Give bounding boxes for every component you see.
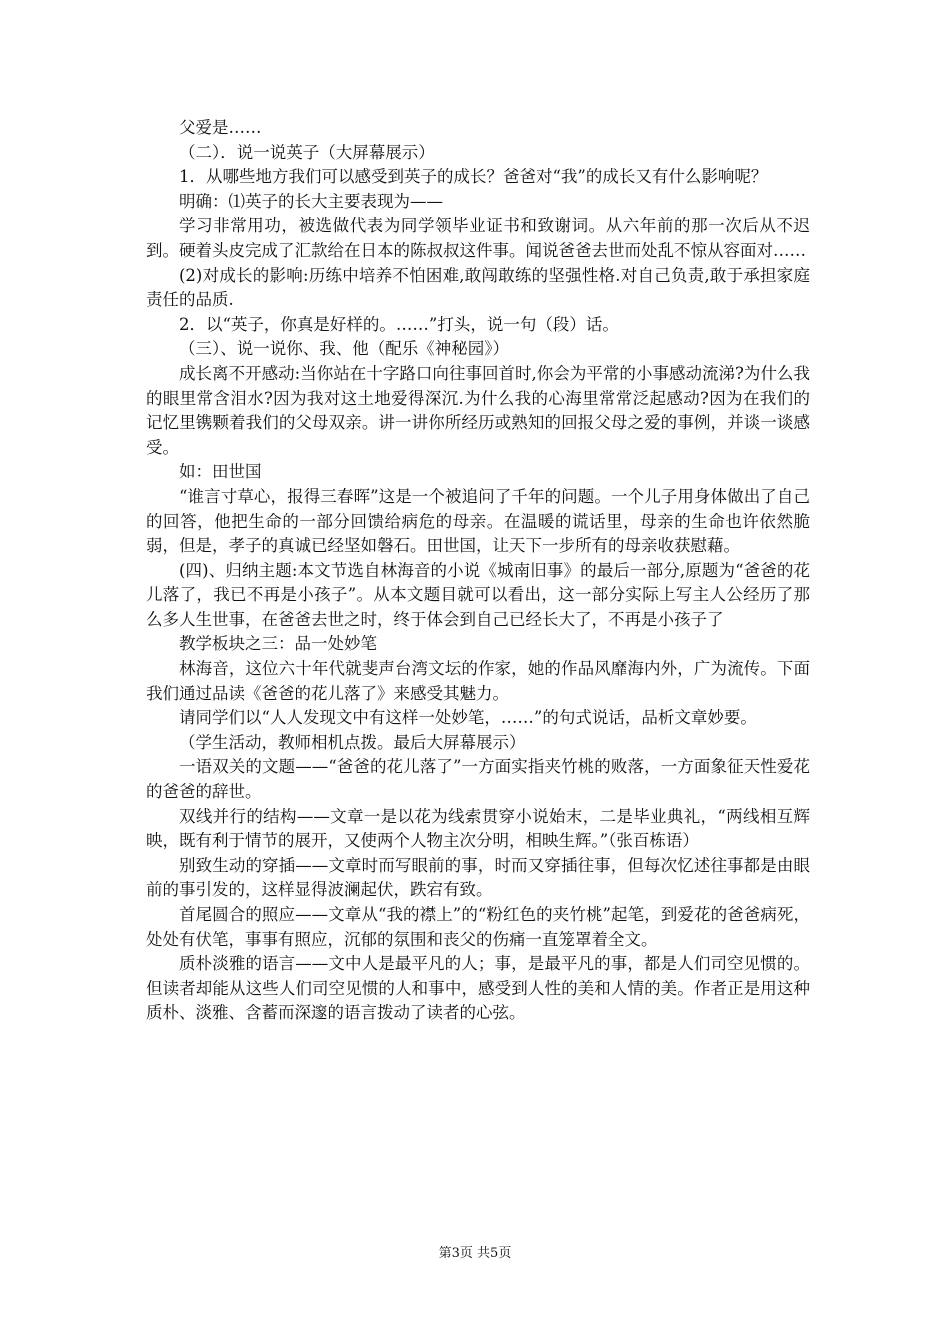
paragraph-5: 学习非常用功，被选做代表为同学领毕业证书和致谢词。从六年前的那一次后从不迟到。硬着头皮完成了汇款给在日本的陈叔叔这件事。闻说爸爸去世而处乱不惊从容面对…… bbox=[146, 216, 810, 260]
paragraph-15: 请同学们以“人人发现文中有这样一处妙笔，……”的句式说话，品析文章妙要。 bbox=[179, 708, 757, 728]
paragraph-6: (2)对成长的影响:历练中培养不怕困难,敢闯敢练的坚强性格.对自己负责,敢于承担家庭责任的品质. bbox=[146, 265, 810, 310]
paragraph-2: （二）．说一说英子（大屏幕展示） bbox=[179, 142, 435, 162]
page-footer: 第3页 共5页 bbox=[438, 1246, 512, 1261]
paragraph-7: 2．以“英子，你真是好样的。……”打头，说一句（段）话。 bbox=[179, 314, 619, 334]
paragraph-21: 质朴淡雅的语言——文中人是最平凡的人；事，是最平凡的事，都是人们司空见惯的。但读者却能从这些人们司空见惯的人和事中，感受到人性的美和人情的美。作者正是用这种质朴、淡雅、含蓄而深邃的语言拨动了读者的心弦。 bbox=[146, 954, 810, 1023]
paragraph-17: 一语双关的文题——“爸爸的花儿落了”一方面实指夹竹桃的败落，一方面象征天性爱花的爸爸的辞世。 bbox=[146, 757, 810, 802]
document-body bbox=[146, 116, 810, 1026]
paragraph-16: （学生活动，教师相机点拨。最后大屏幕展示） bbox=[179, 732, 526, 752]
paragraph-4: 明确：⑴英子的长大主要表现为—— bbox=[179, 191, 443, 211]
paragraph-14: 林海音，这位六十年代就斐声台湾文坛的作家，她的作品风靡海内外，广为流传。下面我们通过品读《爸爸的花儿落了》来感受其魅力。 bbox=[146, 659, 810, 703]
paragraph-8: （三）、说一说你、我、他（配乐《神秘园》） bbox=[179, 339, 509, 359]
paragraph-19: 别致生动的穿插——文章时而写眼前的事，时而又穿插往事，但每次忆述往事都是由眼前的事引发的，这样显得波澜起伏，跌宕有致。 bbox=[146, 855, 810, 900]
paragraph-1: 父爱是…… bbox=[179, 118, 262, 137]
paragraph-11: “谁言寸草心，报得三春晖”这是一个被追问了千年的问题。一个儿子用身体做出了自己的回答，他把生命的一部分回馈给病危的母亲。在温暖的谎话里，母亲的生命也许依然脆弱，但是，孝子的真诚已经坚如磐石。田世国，让天下一步所有的母亲收获慰藉。 bbox=[146, 486, 810, 556]
paragraph-10: 如：田世国 bbox=[179, 462, 262, 482]
paragraph-12: (四)、归纳主题:本文节选自林海音的小说《城南旧事》的最后一部分,原题为“爸爸的花儿落了，我已不再是小孩子”。从本文题目就可以看出，这一部分实际上写主人公经历了那么多人生世事，在爸爸去世之时，终于体会到自己已经长大了，不再是小孩子了 bbox=[146, 560, 810, 629]
paragraph-9: 成长离不开感动:当你站在十字路口向往事回首时,你会为平常的小事感动流涕?为什么我的眼里常含泪水?因为我对这土地爱得深沉.为什么我的心海里常常泛起感动?因为在我们的记忆里镌颗着我们的父母双亲。讲一讲你所经历或熟知的回报父母之爱的事例，并谈一谈感受。 bbox=[146, 363, 810, 457]
paragraph-18: 双线并行的结构——文章一是以花为线索贯穿小说始末，二是毕业典礼，“两线相互辉映，既有利于情节的展开，又使两个人物主次分明，相映生辉。”（张百栋语） bbox=[146, 806, 810, 851]
paragraph-3: 1．从哪些地方我们可以感受到英子的成长？爸爸对“我”的成长又有什么影响呢？ bbox=[179, 167, 768, 187]
section-heading-3: 教学板块之三：品一处妙笔 bbox=[179, 634, 377, 654]
paragraph-20: 首尾圆合的照应——文章从“我的襟上”的“粉红色的夹竹桃”起笔，到爱花的爸爸病死，处处有伏笔，事事有照应，沉郁的氛围和丧父的伤痛一直笼罩着全文。 bbox=[146, 905, 810, 949]
